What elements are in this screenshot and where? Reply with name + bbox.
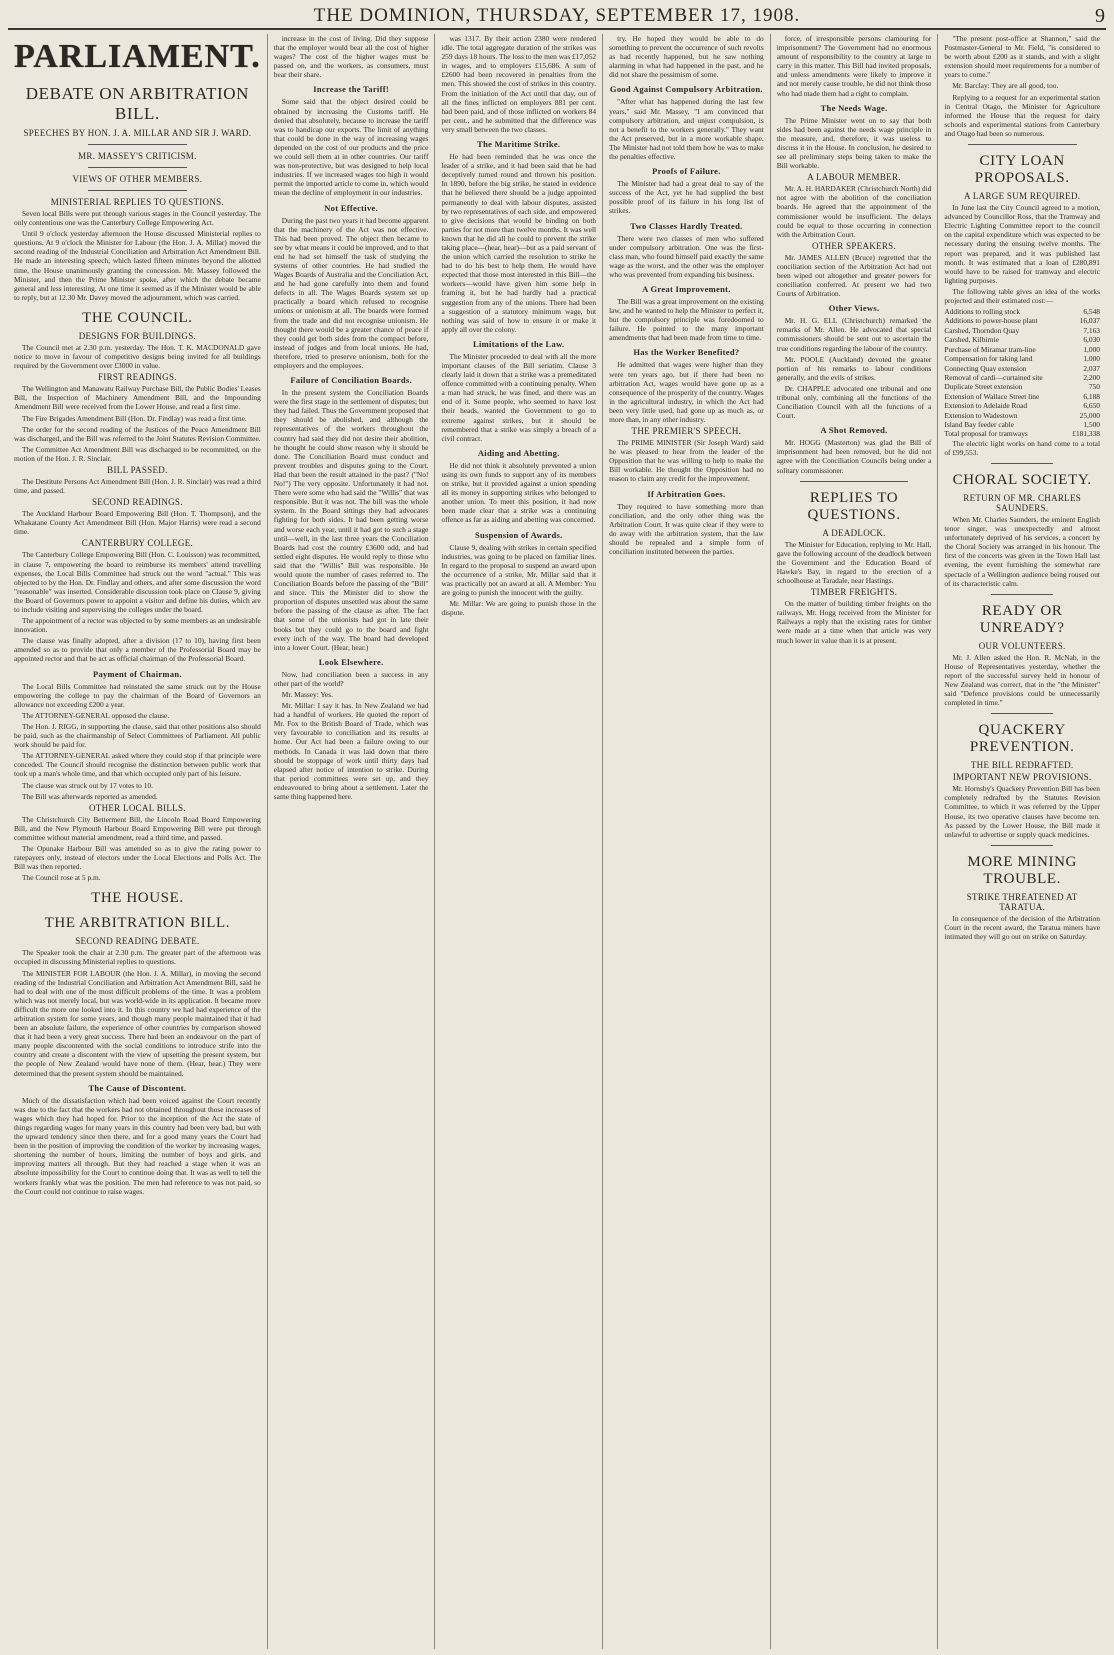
loan-item-row: [944, 354, 1100, 363]
loan-item-row: [944, 345, 1100, 354]
paragraph: Now, had conciliation been a success in any other part of the world?: [273, 669, 429, 688]
arbitration-bill-headline: THE ARBITRATION BILL.: [44, 915, 231, 932]
loan-item-label: Connecting Quay extension: [944, 363, 1027, 373]
other-views-subhead: Other Views.: [828, 303, 880, 314]
paragraph: In June last the City Council agreed to a motion, advanced by Councillor Ross, that the Tramway and Electric Lighting Committee report to the council on the capital expenditure which was expected to be necessary during the ensuing twelve months. The report was prepared, and it was published last month. It was estimated that a loan of £280,891 would have to be raised for tramway and electric lighting purposes.: [944, 203, 1100, 285]
loan-total-label: Total proposal for tramways: [944, 429, 1028, 439]
paragraph: The Council rose at 5 p.m.: [22, 873, 101, 883]
loan-item-value: 6,030: [1083, 335, 1100, 345]
masthead: [8, 4, 1106, 30]
paragraph: The following table gives an idea of the works projected and their estimated cost:—: [944, 286, 1100, 305]
loan-item-row: [944, 382, 1100, 391]
loan-item-label: Carshed, Thorndon Quay: [944, 325, 1020, 335]
columns: [8, 34, 1106, 1649]
loan-item-value: 6,548: [1083, 307, 1100, 317]
proofs-subhead: Proofs of Failure.: [652, 166, 721, 177]
loan-items-list: [944, 307, 1100, 429]
mining-headline: MORE MINING TROUBLE.: [967, 853, 1077, 887]
deadlock-subhead: A DEADLOCK.: [822, 527, 886, 538]
speeches-subhead: SPEECHES BY HON. J. A. MILLAR AND SIR J. WARD.: [23, 128, 252, 138]
divider: [991, 463, 1053, 464]
paragraph: The MINISTER FOR LABOUR (the Hon. J. A. Millar), in moving the second reading of the Industrial Conciliation and Arbitration Act Amendment Bill, said he had to deal with one of the most difficult problems of the time. It was a problem which was not merely local, but was world-wide in its application. It became more difficult the more one looked into it. In this country we had had experience of the arbitration system for some years, and though many people maintained that it had been an absolute failure, the experience of other countries by comparison showed that it had been a very great success. There had been an endeavour on the part of many people discontented with the social conditions to introduce strife into the country and create a discontent with the view of upsetting the present system, but the people of New Zealand would have none of them. (Hear, hear.) They were determined that the present system should be maintained.: [14, 968, 261, 1078]
paragraph: Mr. Barclay: They are all good, too.: [952, 81, 1059, 91]
paragraph: Mr. Hornsby's Quackery Prevention Bill has been completely redrafted by the Statutes Revision Committee, to which it was referred by the Upper House, its two operative clauses have become ten. As passed by the Lower House, the Bill made it unlawful to advertise or supply quack medicines.: [944, 784, 1100, 839]
failure-subhead: Failure of Conciliation Boards.: [290, 375, 412, 386]
page-number: 9: [1095, 4, 1106, 27]
paragraph: The PRIME MINISTER (Sir Joseph Ward) said he was pleased to hear from the leader of the Opposition that he was willing to help to make the Bill workable. He thought the Opposition had no reason to claim any credit for the improvement.: [609, 438, 764, 484]
loan-item-row: [944, 401, 1100, 410]
benefited-subhead: Has the Worker Benefited?: [633, 347, 740, 358]
second-reading-debate-subhead: SECOND READING DEBATE.: [75, 936, 200, 947]
divider: [800, 481, 908, 482]
paragraph: The ATTORNEY-GENERAL opposed the clause.: [22, 710, 170, 720]
divider: [991, 594, 1053, 595]
paragraph: The ATTORNEY-GENERAL asked where they could stop if that principle were conceded. The Council should recognise the distinction between public work that took up a man's whole time, and that which occupied only part of his leisure.: [14, 751, 261, 779]
divider: [88, 190, 187, 191]
debate-headline: DEBATE ON ARBITRATION BILL.: [25, 84, 249, 123]
column-6: [938, 34, 1106, 1649]
paragraph: was 1317. By their action 2380 were rendered idle. The total aggregate duration of the strikes was 259 days 18 hours. The loss to the men was £17,052 in wages, and to employers £15,686. A sum of £2600 had been recovered in penalties from the men. This showed the cost of strikes in this country. From the initiation of the Act until that day, out of all the fines inflicted on employers 881 per cent. had been paid, and of those inflicted on workers 84 per cent., and he submitted that the difference was very small between the two classes.: [441, 34, 597, 134]
look-elsewhere-subhead: Look Elsewhere.: [318, 656, 384, 667]
paragraph: The electric light works on hand come to a total of £99,553.: [944, 438, 1100, 457]
loan-item-label: Extension to Wadestown: [944, 410, 1018, 420]
loan-item-value: 1,500: [1083, 419, 1100, 429]
paragraph: The Minister for Education, replying to Mr. Hall, gave the following account of the deadlock between the Government and the Education Board of Hawke's Bay, in regard to the erection of a schoolhouse at Taradale, near Hastings.: [776, 539, 932, 586]
loan-item-value: 7,163: [1083, 325, 1100, 335]
paragraph: They required to have something more than conciliation, and the only other thing was the Arbitration Court. It was quite clear if they were to do away with the arbitration system, that the law should be repealed and a simple form of conciliation instituted between the parties.: [609, 501, 764, 557]
arbitration-goes-subhead: If Arbitration Goes.: [647, 488, 726, 499]
paragraph: The Hon. J. RIGG, in supporting the clause, said that other positions also should be paid, such as the chairmanship of Select Committees of Parliament. All public work should be paid for.: [14, 721, 261, 750]
labour-member-subhead: A LABOUR MEMBER.: [807, 172, 901, 183]
important-subhead: IMPORTANT NEW PROVISIONS.: [952, 772, 1092, 783]
column-1: [8, 34, 268, 1649]
paragraph: The Canterbury College Empowering Bill (Hon. C. Louisson) was recommitted, in clause 7, empowering the board to reimburse its members' attend travelling expenses, the Local Bills Committee had struck out the word "actual." This was objected to by the Hon. Dr. Findlay and others, and after some discussion the word "reasonable" was inserted. Considerable discussion took place on Clause 9, giving the Board of Governors power to appoint a visitor and define his duties, which are to include visiting and supervising the colleges under the board.: [14, 550, 261, 614]
paragraph: The Prime Minister went on to say that both sides had been against the needs wage principle in the measure, and, therefore, it was useless to discuss it in the House. In conclusion, he desired to see all preliminary steps being taken to make the Bill workable.: [776, 115, 932, 171]
paragraph: try. He hoped they would be able to do something to prevent the occurrence of such revolts as had recently happened, but he saw nothing alarming in what had happened in the past, and he did not share the pessimism of some.: [609, 34, 764, 80]
paragraph: The clause was finally adopted, after a division (17 to 10), having first been amended so as to provide that only a member of the Professorial Board may be appointed rector and that he act as official chairman of the Professorial Board.: [14, 636, 261, 664]
paragraph: The Committee Act Amendment Bill was discharged to be recommitted, on the motion of the Hon. J. R. Sinclair.: [14, 444, 261, 463]
payment-subhead: Payment of Chairman.: [92, 668, 182, 679]
second-readings-subhead: SECOND READINGS.: [91, 497, 183, 508]
paragraph: Mr. Massey: Yes.: [281, 690, 333, 699]
divider: [991, 713, 1053, 714]
loan-item-row: [944, 307, 1100, 316]
premier-subhead: THE PREMIER'S SPEECH.: [631, 426, 742, 437]
column-4: [603, 34, 771, 1649]
replies-subhead: MINISTERIAL REPLIES TO QUESTIONS.: [50, 197, 225, 207]
paragraph: The Minister had had a great deal to say of the success of the Act, yet he had supplied the best possible proof of its failure in his long list of strikes.: [609, 179, 764, 216]
loan-item-value: 1,000: [1083, 344, 1100, 354]
paragraph: Mr. H. G. ELL (Christchurch) remarked the remarks of Mr. Allen. He advocated that special commissioners should be sent out to ascertain the true conditions regarding the labour of the country.: [776, 316, 932, 353]
paragraph: The Fire Brigades Amendment Bill (Hon. Dr. Findlay) was read a first time.: [22, 413, 247, 423]
ready-headline: READY OR UNREADY?: [979, 602, 1065, 636]
divider: [991, 845, 1053, 846]
taratu-subhead: STRIKE THREATENED AT TARATUA.: [966, 891, 1078, 912]
parliament-banner: PARLIAMENT.: [14, 38, 261, 75]
loan-item-value: 16,037: [1079, 316, 1100, 326]
loan-item-value: 25,000: [1079, 410, 1100, 420]
quackery-headline: QUACKERY PREVENTION.: [969, 722, 1075, 756]
paragraph: "After what has happened during the last few years," said Mr. Massey, "I am convinced that compulsory arbitration, and unjust compulsion, is not a benefit to the workers generally." They want the Act preserved, but in a more workable shape. The Minister had not told them how he was to make the penalties effective.: [609, 97, 764, 162]
loan-item-row: [944, 335, 1100, 344]
loan-item-value: 1,000: [1083, 354, 1100, 364]
paragraph: When Mr. Charles Saunders, the eminent English tenor singer, was unexpectedly and almost unfortunately deprived of his services, a concert by the Choral Society was arranged in his honour. The first of the concerts was given in the Town Hall last evening, the event furnishing the somewhat rare spectacle of a Wellington audience being roused out of its characteristic calm.: [944, 514, 1100, 588]
paragraph: Mr. A. H. HARDAKER (Christchurch North) did not agree with the abolition of the conciliation boards. He agreed that the appointment of the commissioner would be insufficient. The delays could be equal to those occurring in connection with the Arbitration Court.: [776, 184, 932, 239]
paragraph: He had been reminded that he was once the leader of a strike, and it had been said that he had deceptively turned round and thrown his position. In 1890, before the big strike, he stated in evidence that he believed there should be a judge appointed permanently to deal with labour disputes, assisted by two representatives of each side, and empowered to give decisions that would be binding on both parties for not more than twelve months. It was well known that he did all he could to prevent the strike taking place—(hear, hear)—but as a paid servant of the union which carried the resolution to strike he had to do his best to help them. He would have expected that those most interested in this Bill—the workers—would have given him some help in framing it, but he had hardly had a practical suggestion from any of the unions. There had been a suggestion of a statutory minimum wage, but nothing was said of how to ensure it or make it apply all over the colony.: [441, 152, 597, 334]
paragraph: Mr. Millar: We are going to punish those in the dispute.: [441, 599, 597, 618]
loan-item-value: 2,200: [1083, 372, 1100, 382]
suspension-subhead: Suspension of Awards.: [474, 529, 563, 540]
loan-item-row: [944, 392, 1100, 401]
column-3: [435, 34, 603, 1649]
shot-removed-subhead: A Shot Removed.: [820, 425, 888, 436]
canterbury-subhead: CANTERBURY COLLEGE.: [81, 538, 194, 549]
city-loan-headline: CITY LOAN PROPOSALS.: [974, 153, 1070, 187]
loan-item-label: Additions to power-house plant: [944, 316, 1038, 326]
paragraph: Mr. HOGG (Masterton) was glad the Bill of imprisonment had been removed, but he did not agree with the Conciliation Councils being under a solitary commissioner.: [776, 438, 932, 475]
paragraph: The Opunake Harbour Bill was amended so as to give the rating power to ratepayers only, instead of electors under the Local Elections and Polls Act. The Bill was then reported.: [14, 843, 261, 872]
loan-item-label: Duplicate Street extension: [944, 382, 1023, 392]
large-sum-subhead: A LARGE SUM REQUIRED.: [964, 191, 1081, 202]
paragraph: The Speaker took the chair at 2.30 p.m. The greater part of the afternoon was occupied in discussing Ministerial replies to questions.: [14, 948, 261, 967]
paragraph: He did not think it absolutely prevented a union using its own funds to support any of its members on strike, but it provided against a union spending all its money in supporting strikes who belonged to another union. To meet this position, it had now been made clear that a strike was a continuing offence as far as aiding and abetting was concerned.: [441, 460, 597, 525]
paragraph: force, of irresponsible persons clamouring for imprisonment? The Government had no enormous amount of responsibility to the country at large to carry in this matter. This Bill had invited proposals, and unless amendments were likely to improve it and not merely cause trouble, he did not think those who had made them had a right to complain.: [776, 34, 932, 98]
paragraph: The appointment of a rector was objected to by some members as an undesirable innovation.: [14, 616, 261, 635]
other-local-subhead: OTHER LOCAL BILLS.: [88, 802, 186, 813]
paragraph: The Auckland Harbour Board Empowering Bill (Hon. T. Thompson), and the Whakatane County Act Amendment Bill (Hon. Major Harris) were read a second time.: [14, 509, 261, 537]
masthead-title: THE DOMINION, THURSDAY, SEPTEMBER 17, 1908.: [313, 5, 801, 26]
replies-headline: REPLIES TO QUESTIONS.: [807, 489, 901, 523]
divider: [88, 167, 187, 168]
paragraph: Much of the dissatisfaction which had been voiced against the Court recently was due to the fact that the workers had not obtained throughout those increases of wages which they had hoped for. Prior to the inception of the Act the state of things regarding wages for many years in this country had been very bad, but with the upward tendency since then there, and for a good many years the Court had been in the position of improving the condition of the worker by increasing wages, shortening the number of hours, limiting the number of boys and girls, and improving matters all through. But they had reached a stage when it was an absolute impossibility for the Court to continue doing that. It was as well to tell the workers frankly what was the position. The men had reference to was not paid, so the Court could not continue to raise wages.: [14, 1095, 261, 1196]
paragraph: The order for the second reading of the Justices of the Peace Amendment Bill was discharged, and the Bill was referred to the Joint Statutes Revision Committee.: [14, 424, 261, 443]
loan-item-label: Additions to rolling stock: [944, 307, 1021, 317]
tariff-subhead: Increase the Tariff!: [313, 84, 389, 95]
paragraph: In consequence of the decision of the Arbitration Court in the recent award, the Taratua miners have intimated they will go out on strike on Saturday.: [944, 913, 1100, 941]
paragraph: Seven local Bills were put through various stages in the Council yesterday. The only contentious one was the Canterbury College Empowering Act.: [14, 209, 261, 228]
paragraph: Clause 9, dealing with strikes in certain specified industries, was going to be placed on familiar lines. In regard to the proposal to suspend an award upon the occurrence of a strike, Mr. Millar said that it was practically not an award at all. A Member: You are going to punish the innocent with the guilty.: [441, 542, 597, 597]
other-speakers-subhead: OTHER SPEAKERS.: [812, 240, 897, 251]
paragraph: The Local Bills Committee had reinstated the same struck out by the House empowering the college to pay the chairman of the Board of Governors an allowance not exceeding £200 a year.: [14, 681, 261, 709]
choral-headline: CHORAL SOCIETY.: [952, 471, 1092, 488]
bill-passed-subhead: BILL PASSED.: [107, 464, 168, 475]
paragraph: In the present system the Conciliation Boards were the first stage in the settlement of disputes; but they had failed. Thus the Government proposed that they should be abolished, and although the representatives of the workers throughout the country had said they did not desire their abolition, he thought he could show reason why it should be done. The Conciliation Board must conduct and prevent troubles and disputes going to the Court. Had that been the result attained in the past? ("No! No!") The very opposite. Unfortunately it had not. There were some who had said the "Willis" that was responsible. But it was not. The bill was the whole system. In the Board sittings they had advocates fighting for both sides. It had been getting worse and worse each year, until it had got to such a stage until—well, in the last three years the Conciliation Boards had cost the country £3600 odd, and had settled eight disputes. He would reply to those who said that the "Willis" Bill was responsible. He would quote the number of cases referred to. The Conciliation Boards before the passing of the "Bill" and since. This the Minister did to show the proportion of disputes unsettled was about the same before the passing of the clause as after. The fact that some of the unionists had got in late their books but they could go to the board and fight every inch of the way. The board had developed into a lower Court. (Hear, hear.): [273, 388, 429, 652]
saunders-subhead: RETURN OF MR. CHARLES SAUNDERS.: [963, 492, 1082, 513]
loan-item-label: Extension to Adelaide Road: [944, 401, 1028, 411]
paragraph: Replying to a request for an experimental station in Central Otago, the Minister for Agriculture informed the House that the request for dairy schools and experimental stations from Canterbury and Otago had been so numerous.: [944, 92, 1100, 138]
loan-total-value: £181,338: [1072, 429, 1100, 439]
paragraph: During the past two years it had become apparent that the machinery of the Act was not effective. This had been proved. The object then became to see by what means it could be improved, and to that end he had set himself the task of studying the systems of other countries. He had studied the Wages Boards of Australia and the Conciliation Act, and he had gone carefully into them and found defects in all. The Wages Boards system set up practically a board which refused to recognise unions or unionism at all. The boards were formed from the trade and did not recognise unionism. He thought there would be a greater chance of peace if they could get both sides from the compact before, instead of judges and from local unions. He had, therefore, tried to preserve unionism, both for the employers and the employees.: [273, 215, 429, 370]
paragraph: The Christchurch City Betterment Bill, the Lincoln Road Board Empowering Bill, and the New Plymouth Harbour Board Empowering Bill were put through committee without material amendment, read a third time, and passed.: [14, 814, 261, 842]
paragraph: increase in the cost of living. Did they suppose that the employer would bear all the cost of higher wages? The cost of the higher wages must be passed on, and the workers, as consumers, must bear their share.: [273, 34, 429, 80]
paragraph: He admitted that wages were higher than they were ten years ago, but if there had been no arbitration Act, wages would have gone up as a consequence of the prosperity of the country. Wages in the agricultural industry, in which the Act had been very little used, had gone up as much as, or more than, in any other industry.: [609, 360, 764, 424]
views-subhead: VIEWS OF OTHER MEMBERS.: [72, 174, 203, 184]
redrafted-subhead: THE BILL REDRAFTED.: [970, 760, 1074, 771]
loan-item-label: Purchase of Miramar tram-line: [944, 344, 1036, 354]
limitations-subhead: Limitations of the Law.: [473, 338, 565, 349]
divider: [968, 144, 1077, 145]
loan-item-value: 6,188: [1083, 391, 1100, 401]
loan-item-label: Extension of Wallace Street line: [944, 391, 1040, 401]
loan-item-row: [944, 316, 1100, 325]
loan-item-row: [944, 364, 1100, 373]
paragraph: There were two classes of men who suffered under compulsory arbitration. One was the first-class man, who found himself paid exactly the same wage as the worst, and the other was the employer who was prevented from expanding his business.: [609, 233, 764, 279]
maritime-subhead: The Maritime Strike.: [477, 139, 561, 150]
aiding-subhead: Aiding and Abetting.: [477, 447, 560, 458]
first-readings-subhead: FIRST READINGS.: [97, 372, 177, 383]
loan-item-label: Island Bay feeder cable: [944, 419, 1014, 429]
two-classes-subhead: Two Classes Hardly Treated.: [630, 220, 743, 231]
criticism-subhead: MR. MASSEY'S CRITICISM.: [78, 151, 197, 161]
loan-item-label: Compensation for taking land: [944, 354, 1033, 364]
loan-item-row: [944, 411, 1100, 420]
improvement-subhead: A Great Improvement.: [642, 283, 731, 294]
loan-total-row: [944, 429, 1100, 438]
paragraph: The Bill was a great improvement on the existing law, and he wanted to help the Minister to perfect it, but the compulsory principle was foredoomed to failure. He pointed to the many important amendments that had been made from time to time.: [609, 296, 764, 343]
loan-item-label: Carshed, Kilbirnie: [944, 335, 999, 345]
loan-item-row: [944, 373, 1100, 382]
paragraph: The Council met at 2.30 p.m. yesterday. The Hon. T. K. MACDONALD gave notice to move in favour of competitive designs being invited for all buildings required by the Government over £3000 in value.: [14, 342, 261, 371]
loan-item-row: [944, 420, 1100, 429]
not-effective-subhead: Not Effective.: [324, 202, 378, 213]
loan-item-value: 2,037: [1083, 363, 1100, 373]
paragraph: "The present post-office at Shannon," said the Postmaster-General to Mr. Field, "is considered to be worth about £200 as it stands, and with a slight extension should meet requirements for a number of years to come.": [944, 34, 1100, 80]
needs-wage-subhead: The Needs Wage.: [820, 102, 888, 113]
paragraph: Mr. JAMES ALLEN (Bruce) regretted that the conciliation section of the Arbitration Act had not been wiped out altogether and greater powers for conciliation conferred. At present we had two Courts of Arbitration.: [776, 252, 932, 299]
paragraph: The Bill was afterwards reported as amended.: [22, 791, 158, 801]
paragraph: The Wellington and Manawatu Railway Purchase Bill, the Public Bodies' Leases Bill, the Inspection of Machinery Amendment Bill, and the Impounding Amendment Bill were received from the Lower House, and read a first time.: [14, 384, 261, 412]
volunteers-subhead: OUR VOLUNTEERS.: [978, 640, 1066, 651]
paragraph: Until 9 o'clock yesterday afternoon the House discussed Ministerial replies to questions. At 9 o'clock the Minister for Labour (the Hon. J. A. Millar) moved the second reading of the Industrial Conciliation and Arbitration Act Amendment Bill. He made an interesting speech, which lasted fifteen minutes beyond the allotted time, the House unanimously granting the concession. Mr. Massey followed the Minister, and then the Prime Minister spoke, after which the debate became general and less interesting. At one time it seemed as if the Minister would be able to reply, but at 12.30 Mr. Davey moved the adjournment, which was carried.: [14, 229, 261, 302]
paragraph: The clause was struck out by 17 votes to 10.: [22, 780, 153, 790]
designs-subhead: DESIGNS FOR BUILDINGS.: [78, 330, 197, 341]
loan-item-row: [944, 326, 1100, 335]
paragraph: Mr. Millar: I say it has. In New Zealand we had had a handful of workers. He quoted the report of Mr. Fox to the British Board of Trade, which was very favourable to conciliation and its results at home. Our Act had been a failure owing to our methods. In Canada it was laid down that there should be stoppage of work until thirty days had elapsed after notice of intention to strike. During that period committees were set up, and they endeavoured to bring about a settlement. Later the same thing happened here.: [273, 701, 429, 802]
loan-item-value: 750: [1088, 382, 1100, 392]
cause-subhead: The Cause of Discontent.: [88, 1082, 187, 1093]
loan-item-label: Removal of cardi—curtained site: [944, 372, 1043, 382]
loan-item-value: 6,650: [1083, 401, 1100, 411]
paragraph: On the matter of building timber freights on the railways, Mr. Hogg received from the Minister for Railways a reply that the existing rates for timber were made at a time when that article was very much lower in value than it is at present.: [776, 599, 932, 645]
paragraph: The Minister proceeded to deal with all the more important clauses of the Bill seriatim. Clause 3 clearly laid it down that a strike was a premeditated offence committed with a continuing penalty. When a man had struck, he was fined, and there was an end of it. Some people, who seemed to have lost their heads, wanted the Government to go to extreme against strikes, but it should be remembered that a strike was simply a breach of a civil contract.: [441, 351, 597, 443]
paragraph: Some said that the object desired could be obtained by increasing the Customs tariff. He denied that absolutely, because to increase the tariff was to handicap our exports. The limit of anything that could be done in the way of increasing wages depended on the cost of our products and the price we could sell them at in other countries. Our tariff was non-protective, but was designed to help local industries. If we increased wages too high it would permit the imported article to come in, which would mean the decline of employment in our industries.: [273, 97, 429, 198]
council-headline: THE COUNCIL.: [82, 309, 193, 326]
column-5: [771, 34, 939, 1649]
column-2: [268, 34, 436, 1649]
paragraph: Mr. J. Allen asked the Hon. R. McNab, in the House of Representatives yesterday, whether the report of the successful survey held in honour of New Zealand was correct, that in the "the Minister" said "Defence provisions could be unnecessarily completed in time.": [944, 652, 1100, 708]
paragraph: The Destitute Persons Act Amendment Bill (Hon. J. R. Sinclair) was read a third time, and passed.: [14, 476, 261, 496]
paragraph: Mr. POOLE (Auckland) devoted the greater portion of his remarks to labour conditions generally, and the evils of strikes.: [776, 354, 932, 382]
compulsory-subhead: Good Against Compulsory Arbitration.: [609, 84, 763, 95]
timber-subhead: TIMBER FREIGHTS.: [810, 587, 898, 598]
divider: [88, 144, 187, 145]
paragraph: Dr. CHAPPLE advocated one tribunal and one tribunal only, combining all the functions of the Conciliation Council with all the functions of a Court.: [776, 383, 932, 421]
house-headline: THE HOUSE.: [91, 890, 184, 907]
